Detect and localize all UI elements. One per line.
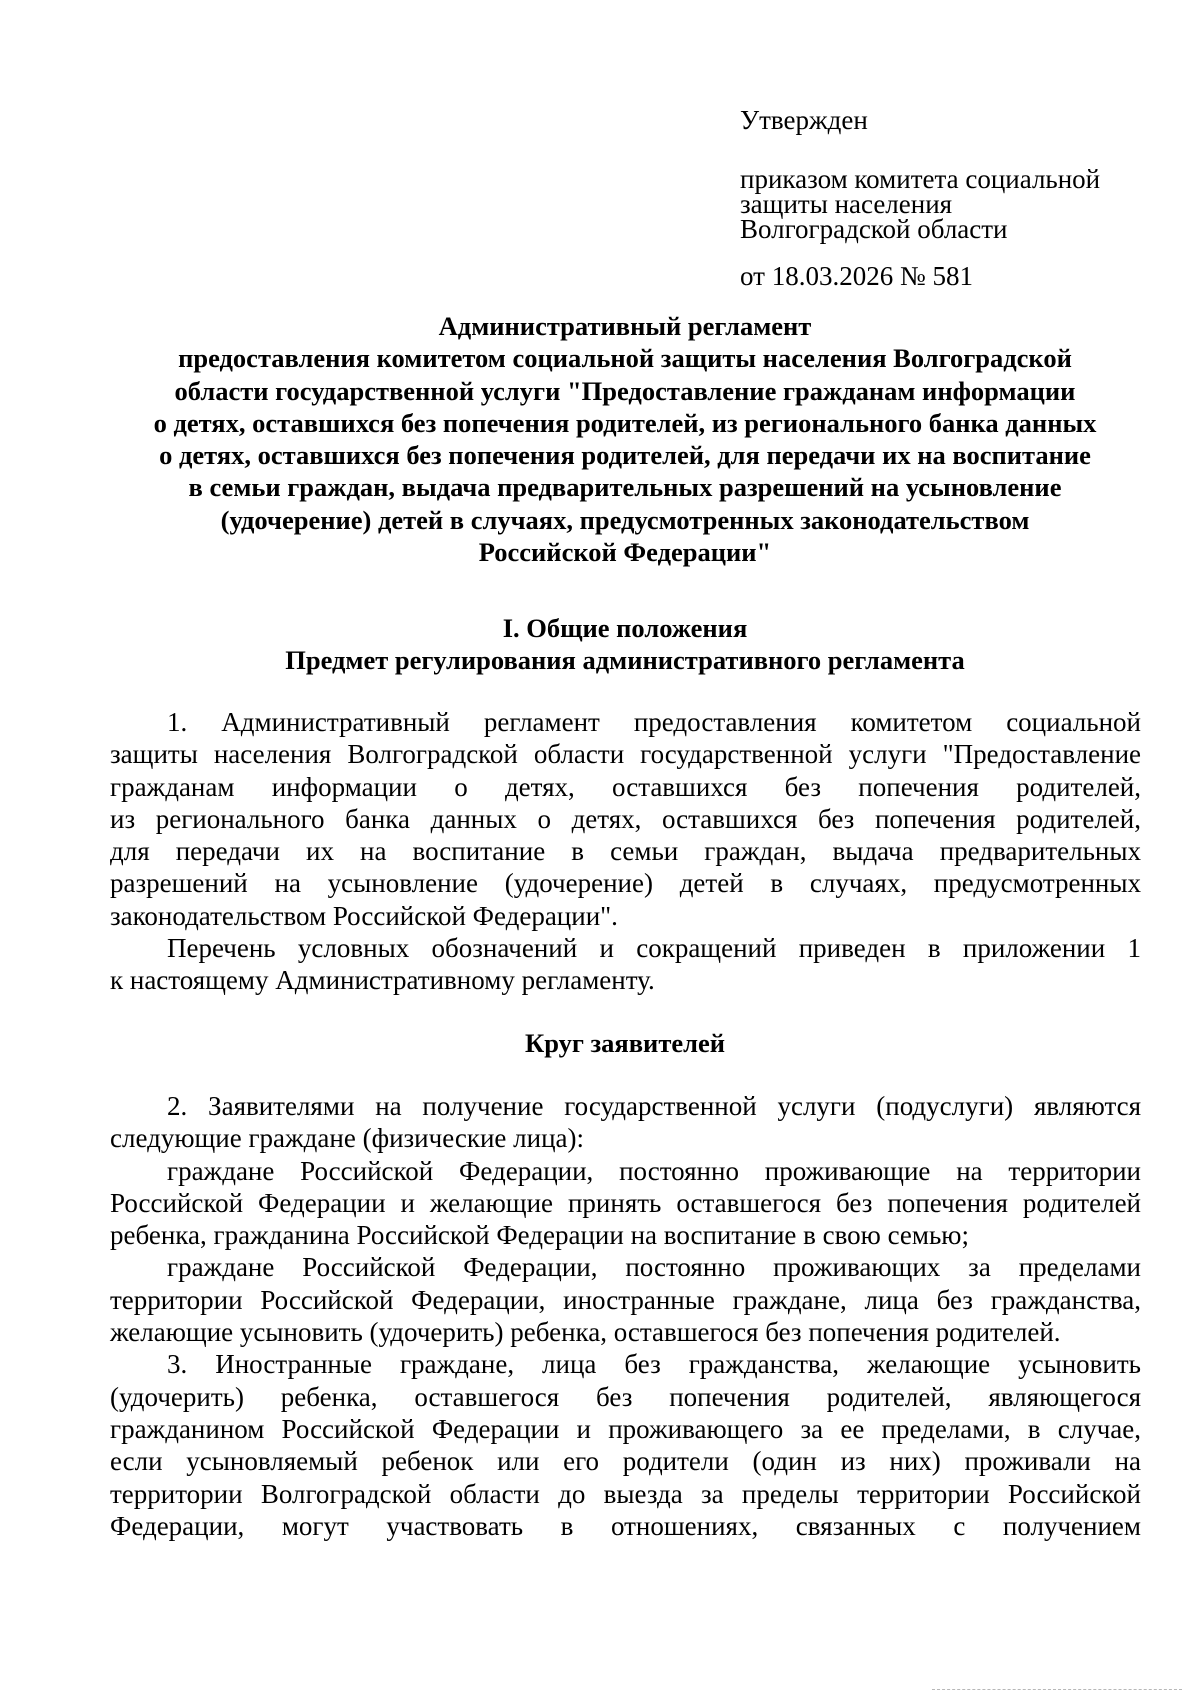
paragraph-line: (удочерить) ребенка, оставшегося без попечения родителей, являющегося <box>110 1381 1141 1412</box>
paragraph-line: гражданам информации о детях, оставшихся без попечения родителей, <box>110 771 1141 802</box>
approval-block <box>740 105 1160 291</box>
scan-edge-mark <box>932 1689 1182 1692</box>
approval-label: Утвержден <box>740 105 868 135</box>
paragraph-line: 3. Иностранные граждане, лица без гражданства, желающие усыновить <box>167 1349 1141 1380</box>
title-line: Административный регламент <box>438 311 812 341</box>
title-line: предоставления комитетом социальной защиты населения Волгоградской <box>178 343 1072 374</box>
paragraph-line: Перечень условных обозначений и сокращений приведен в приложении 1 <box>167 933 1141 964</box>
applicants-heading <box>110 1027 1140 1059</box>
paragraph-line: к настоящему Административному регламенту. <box>110 965 655 996</box>
paragraph-line: разрешений на усыновление (удочерение) детей в случаях, предусмотренных <box>110 868 1141 899</box>
title-line: о детях, оставшихся без попечения родителей, для передачи их на воспитание <box>159 440 1091 471</box>
paragraph-line: законодательством Российской Федерации". <box>110 900 618 931</box>
paragraph-line: территории Волгоградской области до выезда за пределы территории Российской <box>110 1478 1141 1509</box>
document-title <box>110 310 1140 568</box>
paragraph-line: территории Российской Федерации, иностранные граждане, лица без гражданства, <box>110 1284 1141 1315</box>
title-line: о детях, оставшихся без попечения родителей, из регионального банка данных <box>153 407 1097 438</box>
applicants-body <box>110 1090 1141 1542</box>
approval-order-line: приказом комитета социальной <box>740 164 1101 194</box>
paragraph-line: гражданином Российской Федерации и проживающего за ее пределами, в случае, <box>110 1413 1141 1444</box>
title-line: (удочерение) детей в случаях, предусмотренных законодательством <box>220 504 1030 535</box>
paragraph-line: Российской Федерации и желающие принять оставшегося без попечения родителей <box>110 1187 1141 1218</box>
approval-order-line: защиты населения <box>740 189 953 219</box>
section-title: I. Общие положения <box>502 613 748 643</box>
paragraph-line: граждане Российской Федерации, постоянно проживающие на территории <box>167 1155 1141 1186</box>
paragraph-line: 1. Административный регламент предоставления комитетом социальной <box>167 707 1141 737</box>
paragraph-line: граждане Российской Федерации, постоянно проживающих за пределами <box>167 1252 1141 1283</box>
title-line: Российской Федерации" <box>478 537 772 568</box>
applicants-heading-text: Круг заявителей <box>524 1028 725 1058</box>
section1-body <box>110 706 1141 997</box>
section-heading <box>110 612 1140 676</box>
paragraph-line: защиты населения Волгоградской области государственной услуги "Предоставление <box>110 739 1141 770</box>
paragraph-line: из регионального банка данных о детях, оставшихся без попечения родителей, <box>110 803 1141 834</box>
title-line: области государственной услуги "Предоставление гражданам информации <box>174 375 1076 406</box>
paragraph-line: 2. Заявителями на получение государственной услуги (подуслуги) являются <box>167 1091 1141 1121</box>
paragraph-line: желающие усыновить (удочерить) ребенка, оставшегося без попечения родителей. <box>110 1317 1061 1348</box>
paragraph-line: Федерации, могут участвовать в отношениях, связанных с получением <box>110 1510 1141 1541</box>
paragraph-line: следующие граждане (физические лица): <box>110 1123 585 1154</box>
title-line: в семьи граждан, выдача предварительных разрешений на усыновление <box>188 472 1062 503</box>
approval-date-number: от 18.03.2026 № 581 <box>740 261 973 291</box>
section-subtitle: Предмет регулирования административного регламента <box>285 645 965 675</box>
paragraph-line: ребенка, гражданина Российской Федерации на воспитание в свою семью; <box>110 1220 969 1251</box>
approval-order-line: Волгоградской области <box>740 214 1008 244</box>
paragraph-line: для передачи их на воспитание в семьи граждан, выдача предварительных <box>110 836 1141 867</box>
paragraph-line: если усыновляемый ребенок или его родители (один из них) проживали на <box>110 1446 1141 1477</box>
